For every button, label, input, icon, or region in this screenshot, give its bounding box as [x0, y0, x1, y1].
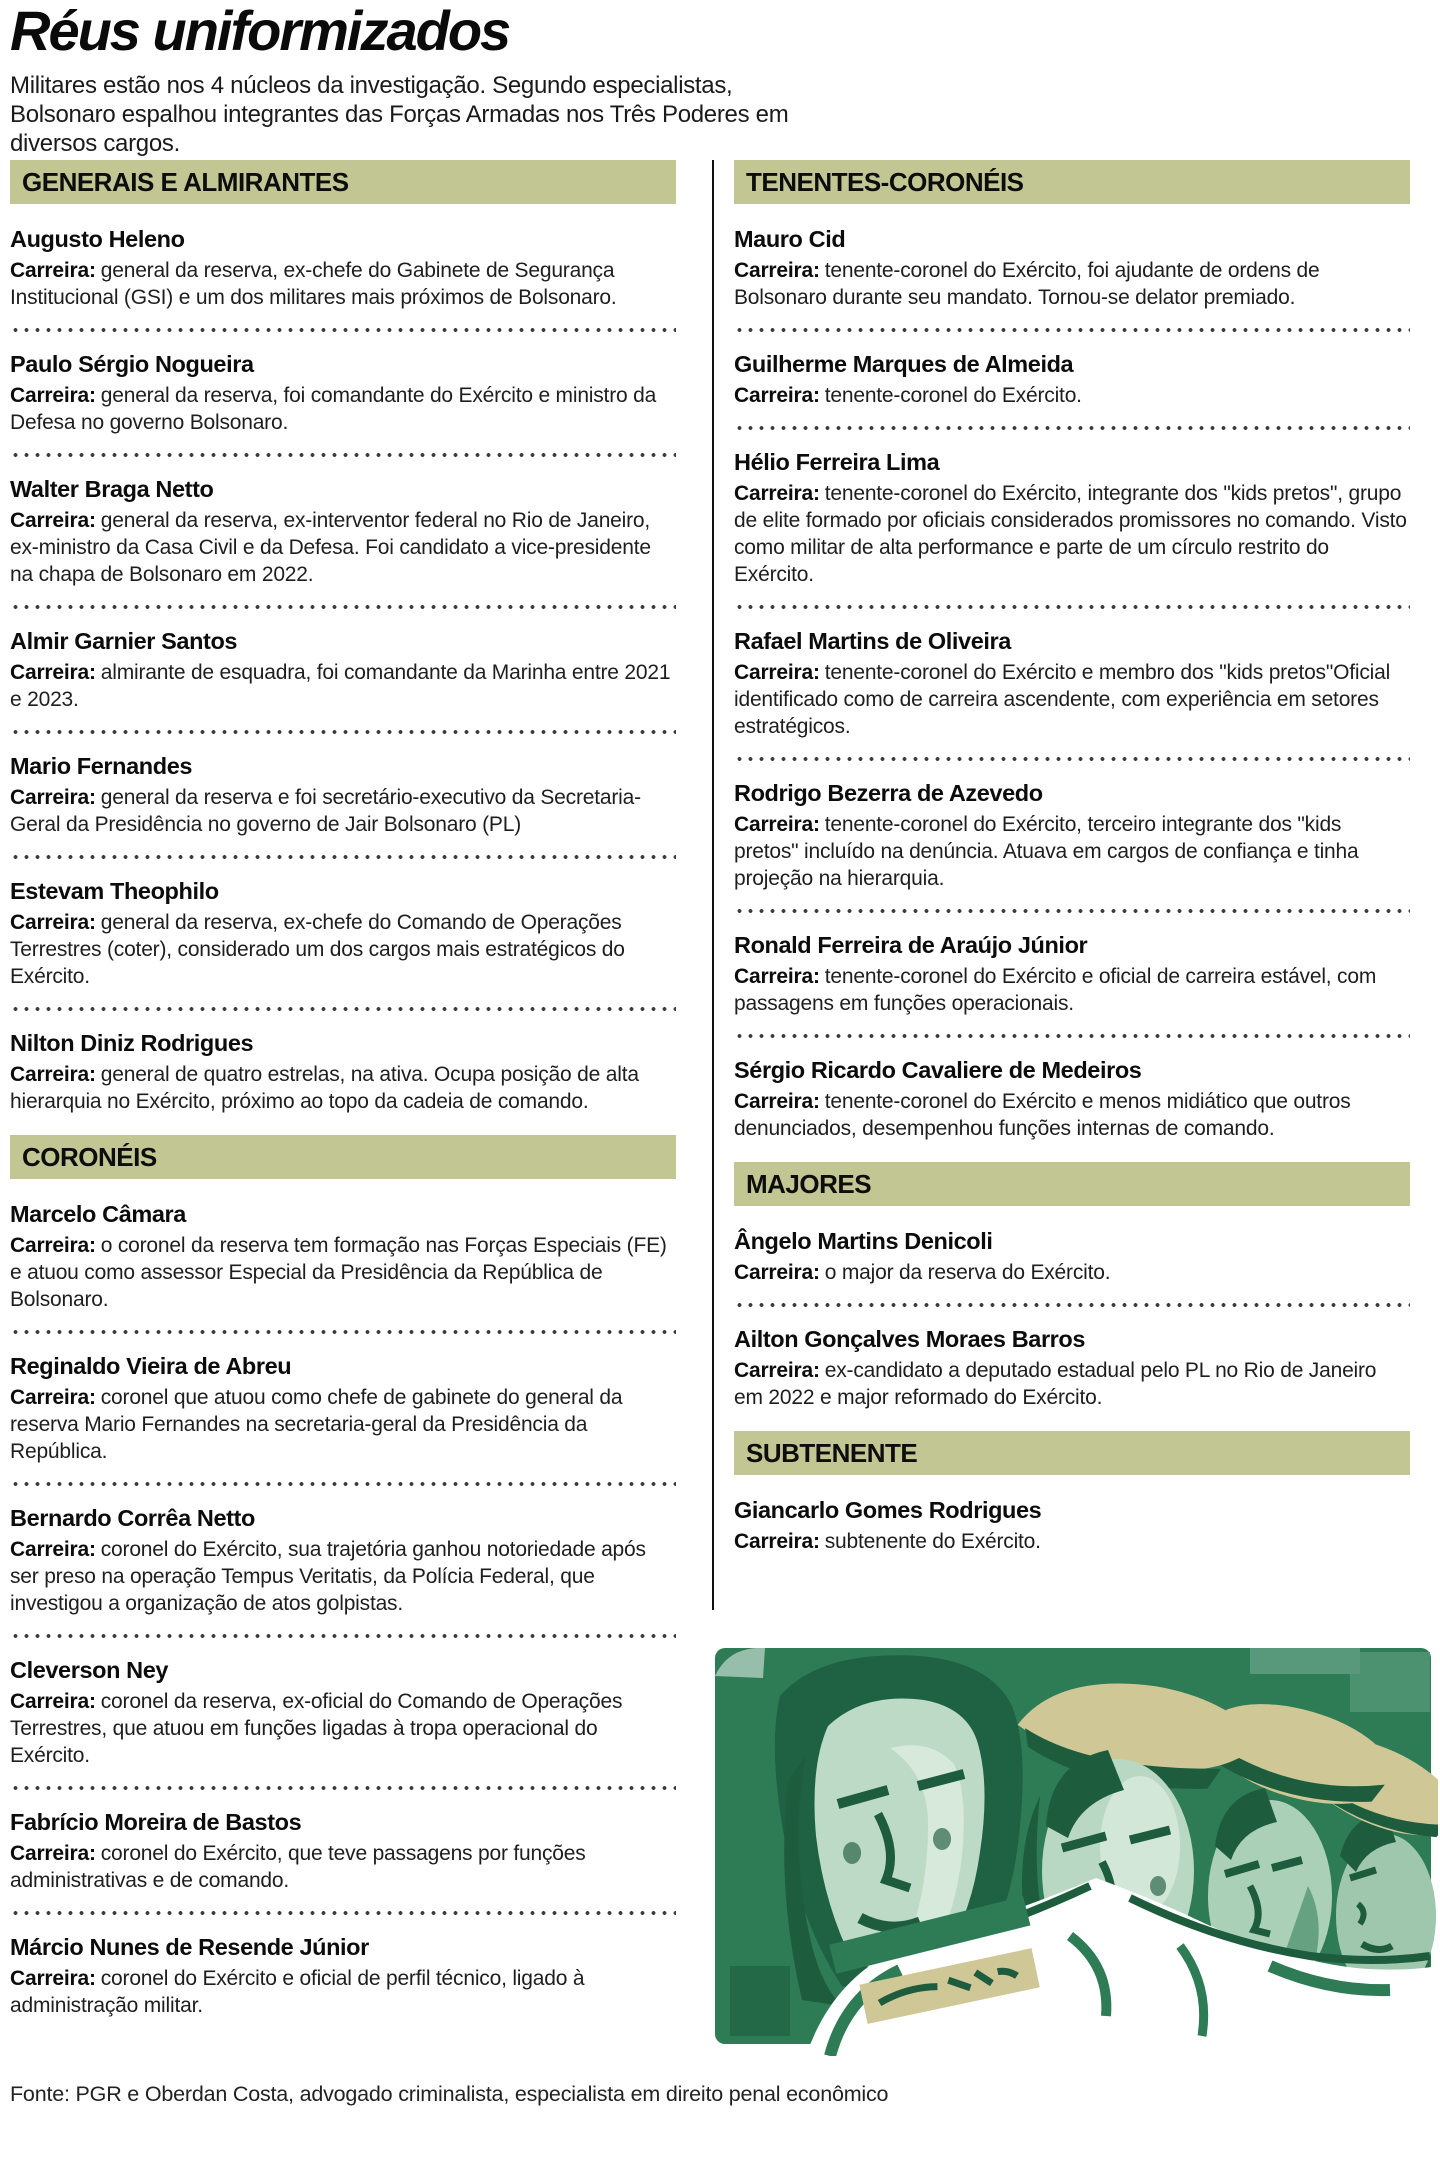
defendant-name: Reginaldo Vieira de Abreu — [10, 1353, 292, 1379]
defendant-name: Mario Fernandes — [10, 753, 193, 779]
career-text: general da reserva, ex-chefe do Gabinete de Segurança Institucional (GSI) e um dos militares mais próximos de Bolsonaro. — [10, 259, 617, 309]
soldiers-illustration — [710, 1636, 1438, 2056]
defendant-name: Bernardo Corrêa Netto — [10, 1505, 255, 1531]
section-heading-subtenente: SUBTENENTE — [734, 1431, 1410, 1475]
defendant-name: Rafael Martins de Oliveira — [734, 628, 1011, 654]
section-heading-coroneis: CORONÉIS — [10, 1135, 676, 1179]
career-text: general da reserva, ex-chefe do Comando de Operações Terrestres (coter), considerado um dos cargos mais estratégicos do Exército. — [10, 911, 625, 988]
defendant-name: Augusto Heleno — [10, 226, 185, 252]
defendant-name: Rodrigo Bezerra de Azevedo — [734, 780, 1043, 806]
career-label: Carreira: — [734, 1530, 820, 1553]
career-label: Carreira: — [10, 1063, 96, 1086]
dotted-separator — [734, 756, 1410, 762]
career-label: Carreira: — [10, 1967, 96, 1990]
dotted-separator — [734, 908, 1410, 914]
career-text: o coronel da reserva tem formação nas Forças Especiais (FE) e atuou como assessor Especial da Presidência da República de Bolsonaro. — [10, 1234, 667, 1311]
career-label: Carreira: — [10, 1538, 96, 1561]
defendant-entry — [10, 1934, 676, 2019]
defendant-name: Walter Braga Netto — [10, 476, 214, 502]
defendant-desc — [10, 257, 676, 311]
career-text: tenente-coronel do Exército e membro dos "kids pretos"Oficial identificado como de carreira ascendente, com experiência em setores estratégicos. — [734, 661, 1391, 738]
dotted-separator — [734, 604, 1410, 610]
defendant-entry — [10, 1505, 676, 1617]
career-label: Carreira: — [734, 661, 820, 684]
defendant-desc — [10, 507, 676, 588]
career-label: Carreira: — [734, 259, 820, 282]
defendant-desc — [10, 382, 676, 436]
career-label: Carreira: — [10, 661, 96, 684]
defendant-entry — [734, 1497, 1410, 1555]
section-heading-generais: GENERAIS E ALMIRANTES — [10, 160, 676, 204]
defendant-desc — [10, 909, 676, 990]
column-divider — [712, 160, 714, 1610]
defendant-entry — [10, 1030, 676, 1115]
defendant-name: Estevam Theophilo — [10, 878, 219, 904]
career-text: tenente-coronel do Exército. — [824, 384, 1082, 407]
defendant-desc — [734, 963, 1410, 1017]
defendant-desc — [10, 1965, 676, 2019]
dotted-separator — [10, 327, 676, 333]
career-text: almirante de esquadra, foi comandante da Marinha entre 2021 e 2023. — [10, 661, 671, 711]
career-label: Carreira: — [10, 384, 96, 407]
defendant-entry — [10, 1809, 676, 1894]
career-text: tenente-coronel do Exército e menos midiático que outros denunciados, desempenhou funções internas de comando. — [734, 1090, 1351, 1140]
defendant-desc — [734, 480, 1410, 588]
defendant-desc — [734, 659, 1410, 740]
dotted-separator — [10, 1910, 676, 1916]
left-column — [10, 160, 676, 2019]
defendant-entry — [734, 449, 1410, 588]
defendant-entry — [10, 1353, 676, 1465]
dotted-separator — [734, 1302, 1410, 1308]
defendant-desc — [10, 659, 676, 713]
page-subtitle: Militares estão nos 4 núcleos da investigação. Segundo especialistas, Bolsonaro espalhou integrantes das Forças Armadas nos Três Poderes em diversos cargos. — [10, 72, 789, 158]
dotted-separator — [10, 1329, 676, 1335]
career-text: coronel do Exército, que teve passagens por funções administrativas e de comando. — [10, 1842, 586, 1892]
defendant-desc — [734, 382, 1410, 409]
defendant-name: Almir Garnier Santos — [10, 628, 238, 654]
defendant-name: Nilton Diniz Rodrigues — [10, 1030, 254, 1056]
career-text: coronel do Exército e oficial de perfil técnico, ligado à administração militar. — [10, 1967, 585, 2017]
defendant-entry — [10, 226, 676, 311]
dotted-separator — [10, 1006, 676, 1012]
defendant-entry — [10, 628, 676, 713]
defendant-name: Márcio Nunes de Resende Júnior — [10, 1934, 369, 1960]
page-title: Réus uniformizados — [10, 0, 510, 62]
defendant-name: Sérgio Ricardo Cavaliere de Medeiros — [734, 1057, 1142, 1083]
dotted-separator — [10, 729, 676, 735]
right-column — [734, 160, 1410, 1555]
career-text: general da reserva, foi comandante do Exército e ministro da Defesa no governo Bolsonaro. — [10, 384, 657, 434]
dotted-separator — [734, 425, 1410, 431]
defendant-desc — [10, 784, 676, 838]
career-text: tenente-coronel do Exército, integrante dos "kids pretos", grupo de elite formado por oficiais considerados promissores no comando. Visto como militar de alta performance e parte de um círculo restrito do Exército. — [734, 482, 1407, 586]
career-text: general da reserva e foi secretário-executivo da Secretaria-Geral da Presidência no governo de Jair Bolsonaro (PL) — [10, 786, 641, 836]
career-label: Carreira: — [10, 911, 96, 934]
defendant-name: Paulo Sérgio Nogueira — [10, 351, 254, 377]
career-label: Carreira: — [10, 1386, 96, 1409]
defendant-desc — [734, 811, 1410, 892]
defendant-desc — [734, 1357, 1410, 1411]
section-heading-majores: MAJORES — [734, 1162, 1410, 1206]
defendant-entry — [734, 1057, 1410, 1142]
career-label: Carreira: — [734, 384, 820, 407]
defendant-name: Mauro Cid — [734, 226, 846, 252]
career-label: Carreira: — [734, 1261, 820, 1284]
defendant-desc — [10, 1688, 676, 1769]
career-label: Carreira: — [734, 813, 820, 836]
defendant-entry — [734, 1228, 1410, 1286]
defendant-desc — [10, 1536, 676, 1617]
career-text: tenente-coronel do Exército e oficial de carreira estável, com passagens em funções operacionais. — [734, 965, 1377, 1015]
defendant-name: Marcelo Câmara — [10, 1201, 186, 1227]
defendant-name: Ailton Gonçalves Moraes Barros — [734, 1326, 1086, 1352]
career-label: Carreira: — [10, 1842, 96, 1865]
defendant-name: Ângelo Martins Denicoli — [734, 1228, 993, 1254]
defendant-desc — [734, 1259, 1410, 1286]
career-label: Carreira: — [10, 259, 96, 282]
defendant-desc — [734, 1528, 1410, 1555]
career-text: o major da reserva do Exército. — [824, 1261, 1111, 1284]
masthead — [10, 2, 910, 158]
source-note: Fonte: PGR e Oberdan Costa, advogado criminalista, especialista em direito penal econômico — [10, 2082, 889, 2106]
defendant-entry — [10, 753, 676, 838]
defendant-entry — [10, 476, 676, 588]
career-label: Carreira: — [10, 509, 96, 532]
career-text: general de quatro estrelas, na ativa. Ocupa posição de alta hierarquia no Exército, próximo ao topo da cadeia de comando. — [10, 1063, 639, 1113]
defendant-desc — [10, 1232, 676, 1313]
career-label: Carreira: — [734, 1090, 820, 1113]
career-label: Carreira: — [734, 482, 820, 505]
career-text: ex-candidato a deputado estadual pelo PL no Rio de Janeiro em 2022 e major reformado do Exército. — [734, 1359, 1377, 1409]
defendant-entry — [734, 932, 1410, 1017]
dotted-separator — [734, 1033, 1410, 1039]
career-label: Carreira: — [10, 1234, 96, 1257]
career-text: coronel da reserva, ex-oficial do Comando de Operações Terrestres, que atuou em funções ligadas à tropa operacional do Exército. — [10, 1690, 623, 1767]
career-text: coronel que atuou como chefe de gabinete do general da reserva Mario Fernandes na secretaria-geral da Presidência da República. — [10, 1386, 623, 1463]
defendant-name: Hélio Ferreira Lima — [734, 449, 940, 475]
defendant-desc — [10, 1061, 676, 1115]
defendant-entry — [10, 1201, 676, 1313]
career-text: subtenente do Exército. — [824, 1530, 1041, 1553]
defendant-desc — [10, 1840, 676, 1894]
career-text: coronel do Exército, sua trajetória ganhou notoriedade após ser preso na operação Tempus Veritatis, da Polícia Federal, que investigou a organização de atos golpistas. — [10, 1538, 646, 1615]
dotted-separator — [10, 1785, 676, 1791]
defendant-name: Guilherme Marques de Almeida — [734, 351, 1074, 377]
defendant-entry — [734, 628, 1410, 740]
career-label: Carreira: — [734, 1359, 820, 1382]
defendant-name: Giancarlo Gomes Rodrigues — [734, 1497, 1042, 1523]
defendant-name: Cleverson Ney — [10, 1657, 169, 1683]
defendant-entry — [10, 878, 676, 990]
dotted-separator — [10, 1633, 676, 1639]
defendant-entry — [734, 226, 1410, 311]
dotted-separator — [10, 452, 676, 458]
defendant-entry — [734, 780, 1410, 892]
defendant-name: Fabrício Moreira de Bastos — [10, 1809, 302, 1835]
defendant-entry — [734, 351, 1410, 409]
section-heading-tenentes-coroneis: TENENTES-CORONÉIS — [734, 160, 1410, 204]
defendant-entry — [10, 1657, 676, 1769]
career-text: tenente-coronel do Exército, foi ajudante de ordens de Bolsonaro durante seu mandato. Tornou-se delator premiado. — [734, 259, 1320, 309]
career-text: tenente-coronel do Exército, terceiro integrante dos "kids pretos" incluído na denúncia. Atuava em cargos de confiança e tinha projeção na hierarquia. — [734, 813, 1359, 890]
defendant-desc — [734, 257, 1410, 311]
defendant-entry — [734, 1326, 1410, 1411]
dotted-separator — [734, 327, 1410, 333]
career-text: general da reserva, ex-interventor federal no Rio de Janeiro, ex-ministro da Casa Civil e da Defesa. Foi candidato a vice-presidente na chapa de Bolsonaro em 2022. — [10, 509, 651, 586]
career-label: Carreira: — [10, 1690, 96, 1713]
defendant-desc — [10, 1384, 676, 1465]
career-label: Carreira: — [734, 965, 820, 988]
defendant-entry — [10, 351, 676, 436]
dotted-separator — [10, 854, 676, 860]
dotted-separator — [10, 604, 676, 610]
dotted-separator — [10, 1481, 676, 1487]
defendant-name: Ronald Ferreira de Araújo Júnior — [734, 932, 1088, 958]
career-label: Carreira: — [10, 786, 96, 809]
defendant-desc — [734, 1088, 1410, 1142]
